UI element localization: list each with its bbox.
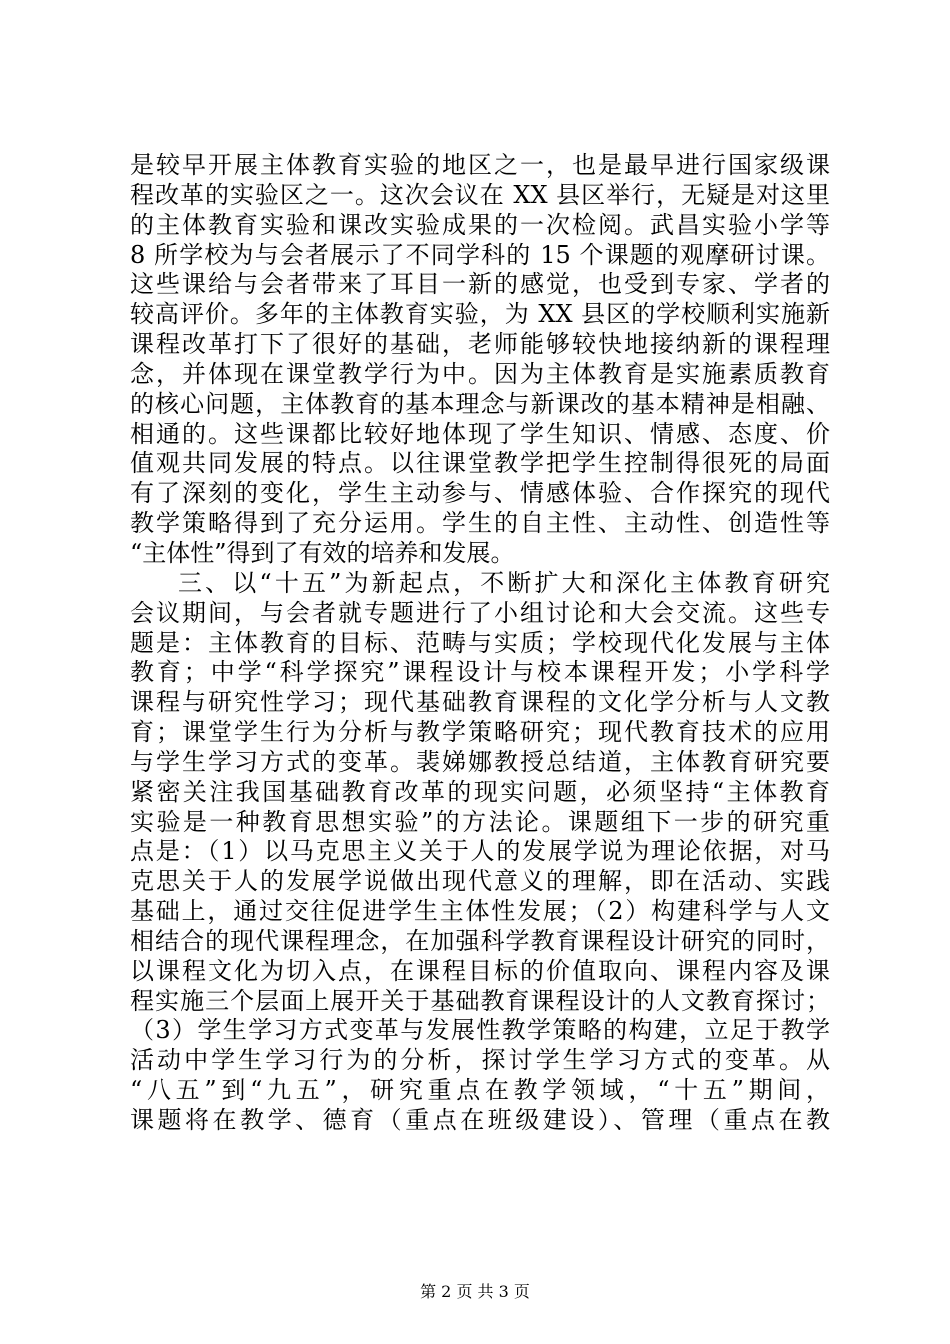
text-line: 紧密关注我国基础教育改革的现实问题，必须坚持“主体教育 [130, 777, 830, 806]
text-line: 活动中学生学习行为的分析，探讨学生学习方式的变革。从 [130, 1046, 830, 1075]
section-heading: 三、以“十五”为新起点，不断扩大和深化主体教育研究 [178, 568, 830, 597]
text-line: （3）学生学习方式变革与发展性教学策略的构建，立足于教学 [130, 1016, 830, 1045]
text-line: 念，并体现在课堂教学行为中。因为主体教育是实施素质教育 [130, 359, 830, 388]
text-line: “八五”到“九五”，研究重点在教学领域，“十五”期间， [130, 1076, 830, 1105]
text-line: 实验是一种教育思想实验”的方法论。课题组下一步的研究重 [130, 807, 830, 836]
text-line: 较高评价。多年的主体教育实验，为 XX 县区的学校顺利实施新 [130, 300, 830, 329]
text-line: 的主体教育实验和课改实验成果的一次检阅。武昌实验小学等 [130, 210, 830, 239]
text-line: 克思关于人的发展学说做出现代意义的理解，即在活动、实践 [130, 867, 830, 896]
text-line: 基础上，通过交往促进学生主体性发展；（2）构建科学与人文 [130, 897, 830, 926]
text-line: 题是：主体教育的目标、范畴与实质；学校现代化发展与主体 [130, 628, 830, 657]
text-line: 程改革的实验区之一。这次会议在 XX 县区举行，无疑是对这里 [130, 180, 830, 209]
text-line: 的核心问题，主体教育的基本理念与新课改的基本精神是相融、 [130, 389, 830, 418]
text-line: 教育；中学“科学探究”课程设计与校本课程开发；小学科学 [130, 658, 830, 687]
text-line: 教学策略得到了充分运用。学生的自主性、主动性、创造性等 [130, 509, 830, 538]
text-line: 是较早开展主体教育实验的地区之一，也是最早进行国家级课 [130, 151, 830, 179]
text-line: 育；课堂学生行为分析与教学策略研究；现代教育技术的应用 [130, 718, 830, 747]
text-line: 程实施三个层面上展开关于基础教育课程设计的人文教育探讨； [130, 986, 830, 1015]
text-line: 以课程文化为切入点，在课程目标的价值取向、课程内容及课 [130, 956, 830, 985]
text-line: “主体性”得到了有效的培养和发展。 [130, 538, 515, 567]
text-line: 这些课给与会者带来了耳目一新的感觉，也受到专家、学者的 [130, 270, 830, 299]
text-line: 点是：（1）以马克思主义关于人的发展学说为理论依据，对马 [130, 837, 830, 866]
body-text [130, 151, 830, 1136]
text-line: 相通的。这些课都比较好地体现了学生知识、情感、态度、价 [130, 419, 830, 448]
text-line: 相结合的现代课程理念，在加强科学教育课程设计研究的同时， [130, 926, 830, 955]
text-line: 有了深刻的变化，学生主动参与、情感体验、合作探究的现代 [130, 479, 830, 508]
text-line: 与学生学习方式的变革。裴娣娜教授总结道，主体教育研究要 [130, 747, 830, 776]
page-number-footer: 第 2 页 共 3 页 [420, 1282, 530, 1301]
text-line: 会议期间，与会者就专题进行了小组讨论和大会交流。这些专 [130, 598, 830, 627]
text-line: 8 所学校为与会者展示了不同学科的 15 个课题的观摩研讨课。 [130, 240, 830, 269]
text-line: 值观共同发展的特点。以往课堂教学把学生控制得很死的局面 [130, 449, 830, 478]
text-line: 课程改革打下了很好的基础，老师能够较快地接纳新的课程理 [130, 330, 830, 359]
text-line: 课题将在教学、德育（重点在班级建设）、管理（重点在教 [130, 1106, 830, 1134]
text-line: 课程与研究性学习；现代基础教育课程的文化学分析与人文教 [130, 688, 830, 717]
